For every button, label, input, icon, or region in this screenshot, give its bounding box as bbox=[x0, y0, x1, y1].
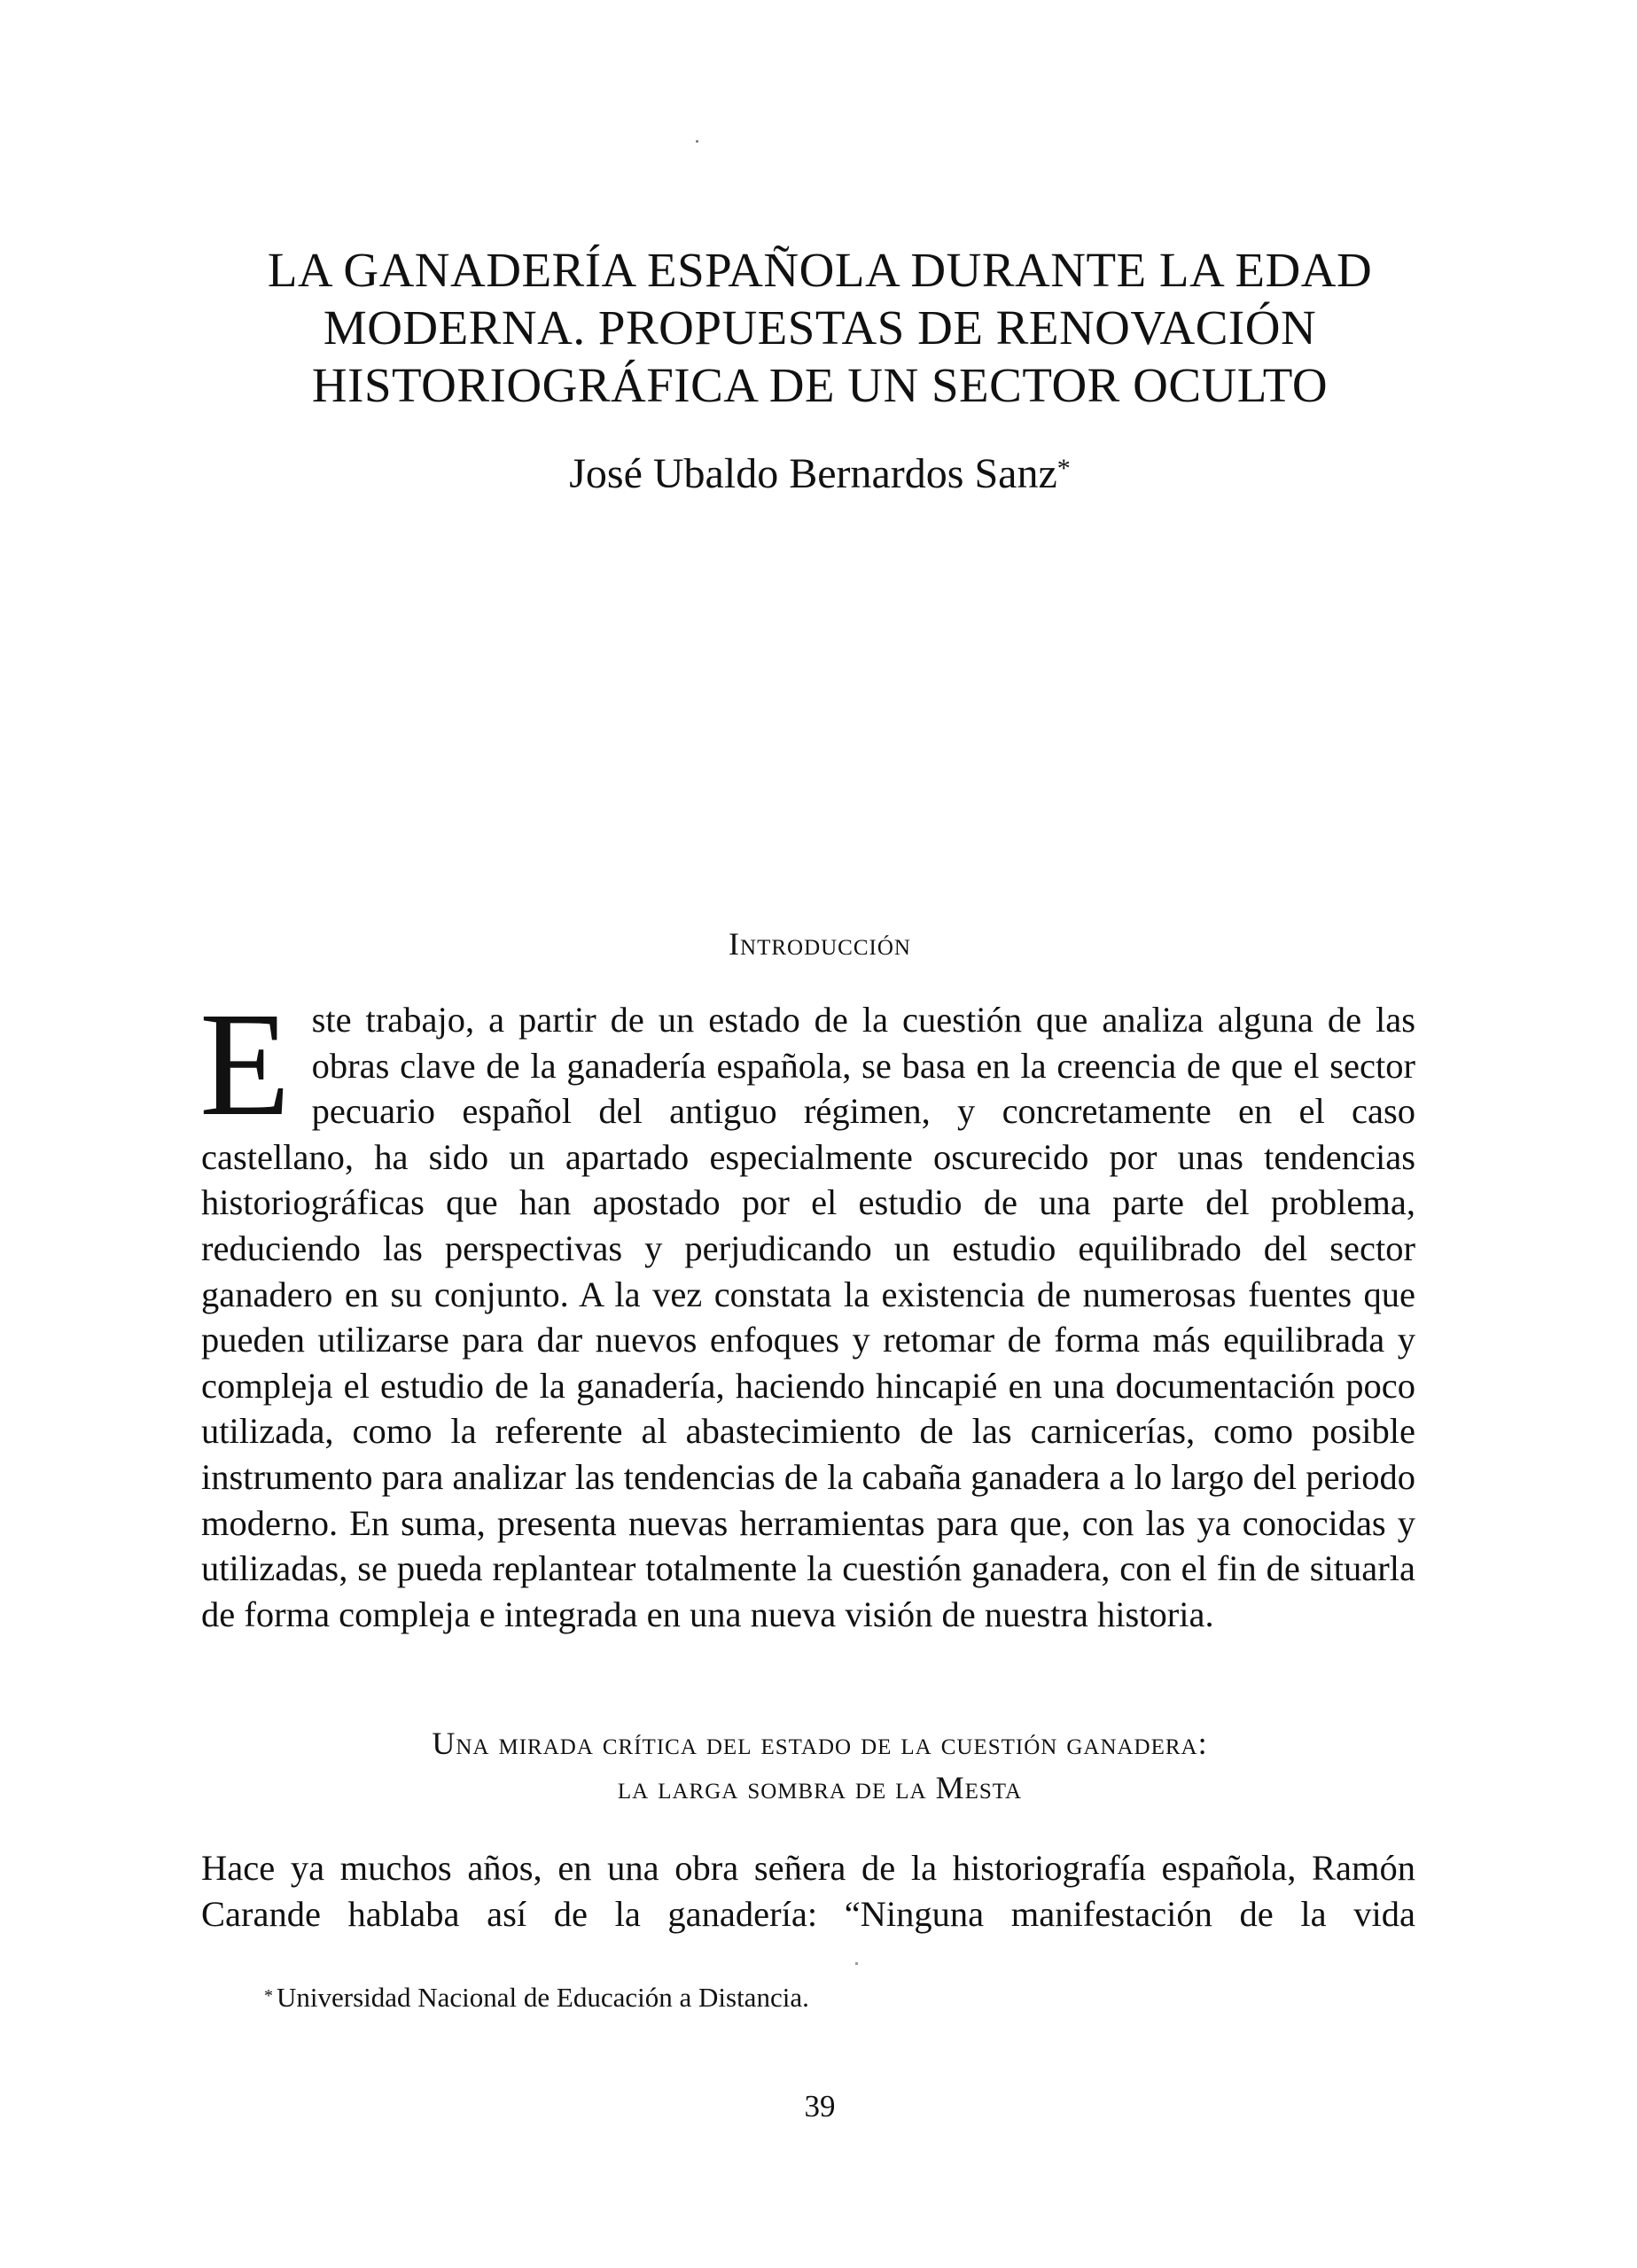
footnote bbox=[264, 1978, 809, 2017]
author-line bbox=[266, 448, 1374, 501]
page-number: 39 bbox=[804, 2089, 836, 2124]
section-heading-line: la larga sombra de la Mesta bbox=[617, 1770, 1023, 1805]
intro-paragraph-text: ste trabajo, a partir de un estado de la cuestión que analiza alguna de las obras clave de la ganadería española, se basa en la creencia de que el sector pecuario español del antiguo régimen, y concretamente en el caso castellano, ha sido un apartado especialmente oscurecido por unas tendencias historiográficas que han apostado por el estudio de una parte del problema, reduciendo las perspectivas y perjudicando un estudio equilibrado del sector ganadero en su conjunto. A la vez constata la existencia de numerosas fuentes que pueden utilizarse para dar nuevos enfoques y retomar de forma más equilibrada y compleja el estudio de la ganadería, haciendo hincapié en una documentación poco utilizada, como la referente al abastecimiento de las carnicerías, como posible instrumento para analizar las tendencias de la cabaña ganadera a lo largo del periodo moderno. En suma, presenta nuevas herramientas para que, con las ya conocidas y utilizadas, se pueda replantear totalmente la cuestión ganadera, con el fin de situarla de forma compleja e integrada en una nueva visión de nuestra historia. bbox=[201, 1000, 1415, 1634]
author-name: José Ubaldo Bernardos Sanz bbox=[569, 450, 1057, 497]
footnote-text: Universidad Nacional de Educación a Distancia. bbox=[277, 1982, 809, 2013]
title-line: LA GANADERÍA ESPAÑOLA DURANTE LA EDAD bbox=[267, 243, 1373, 297]
author-footnote-marker: * bbox=[1056, 454, 1071, 483]
section-heading-line: Una mirada crítica del estado de la cuestión ganadera: bbox=[432, 1726, 1208, 1761]
body-paragraph: Hace ya muchos años, en una obra señera de la historiografía española, Ramón Carande hablaba así de la ganadería: “Ninguna manifestación de la vida bbox=[201, 1848, 1415, 1934]
footnote-marker: * bbox=[264, 1986, 273, 2006]
title-line: MODERNA. PROPUESTAS DE RENOVACIÓN bbox=[323, 300, 1317, 355]
section-heading-introduction: Introducción bbox=[729, 926, 911, 962]
title-line: HISTORIOGRÁFICA DE UN SECTOR OCULTO bbox=[311, 358, 1329, 412]
section-heading-mesta bbox=[222, 1721, 1418, 1810]
footnote-separator bbox=[855, 1962, 858, 1965]
intro-paragraph bbox=[199, 982, 1415, 1637]
article-title bbox=[177, 241, 1462, 414]
scan-speck bbox=[696, 140, 698, 143]
drop-cap: E bbox=[199, 982, 291, 1147]
